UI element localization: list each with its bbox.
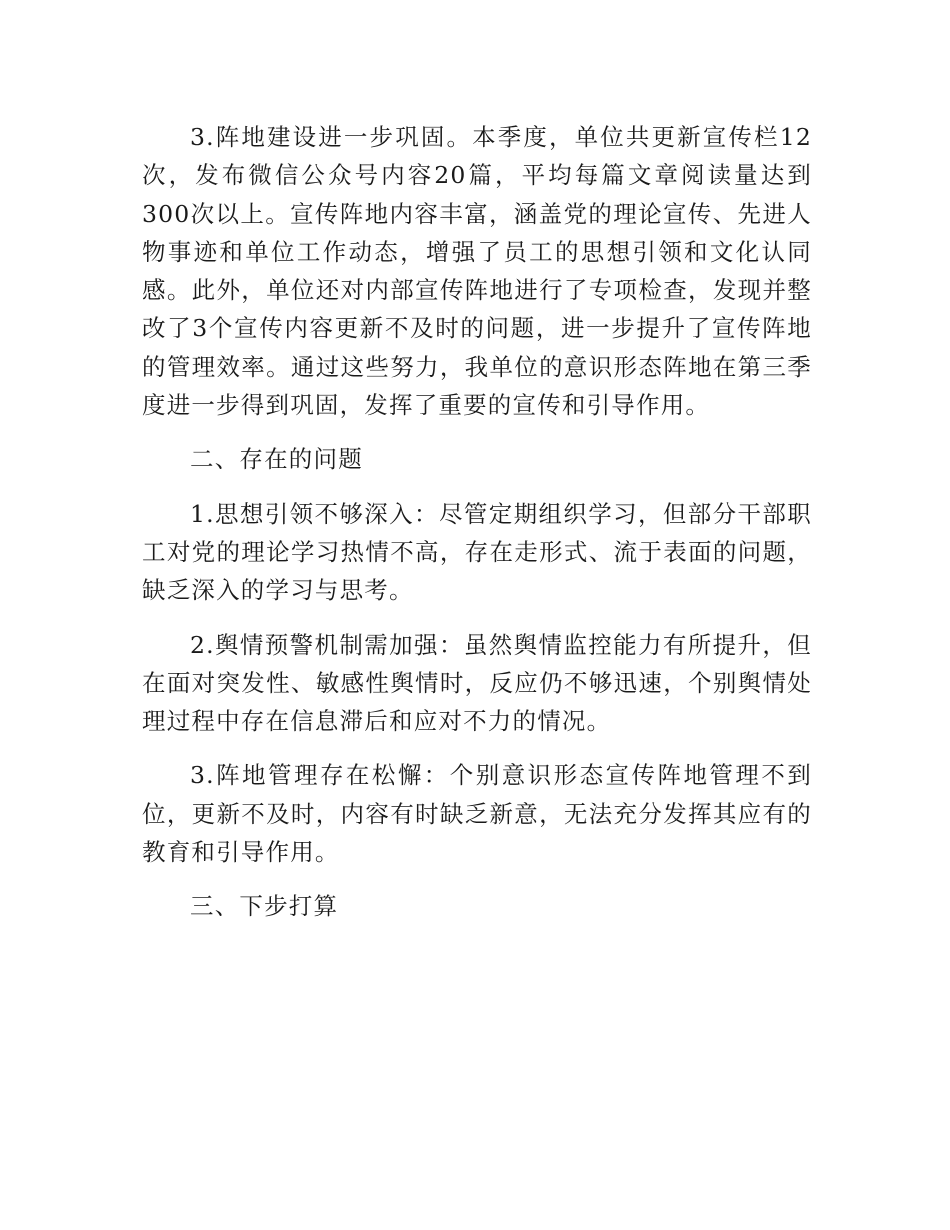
section-heading-problems: 二、存在的问题 xyxy=(190,445,363,474)
paragraph-position-building: 3.阵地建设进一步巩固。本季度，单位共更新宣传栏12次，发布微信公众号内容20篇，平均每篇文章阅读量达到300次以上。宣传阵地内容丰富，涵盖党的理论宣传、先进人物事迹和单位工作动态，增强了员工的思想引领和文化认同感。此外，单位还对内部宣传阵地进行了专项检查，发现并整改了3个宣传内容更新不及时的问题，进一步提升了宣传阵地的管理效率。通过这些努力，我单位的意识形态阵地在第三季度进一步得到巩固，发挥了重要的宣传和引导作用。 xyxy=(142,123,812,420)
paragraph-problem-2: 2.舆情预警机制需加强：虽然舆情监控能力有所提升，但在面对突发性、敏感性舆情时，反应仍不够迅速，个别舆情处理过程中存在信息滞后和应对不力的情况。 xyxy=(142,630,812,736)
document-body xyxy=(142,118,812,942)
paragraph-problem-3: 3.阵地管理存在松懈：个别意识形态宣传阵地管理不到位，更新不及时，内容有时缺乏新意，无法充分发挥其应有的教育和引导作用。 xyxy=(142,761,812,867)
paragraph-problem-1: 1.思想引领不够深入：尽管定期组织学习，但部分干部职工对党的理论学习热情不高，存在走形式、流于表面的问题，缺乏深入的学习与思考。 xyxy=(142,499,812,605)
section-heading-next-steps: 三、下步打算 xyxy=(190,892,339,921)
